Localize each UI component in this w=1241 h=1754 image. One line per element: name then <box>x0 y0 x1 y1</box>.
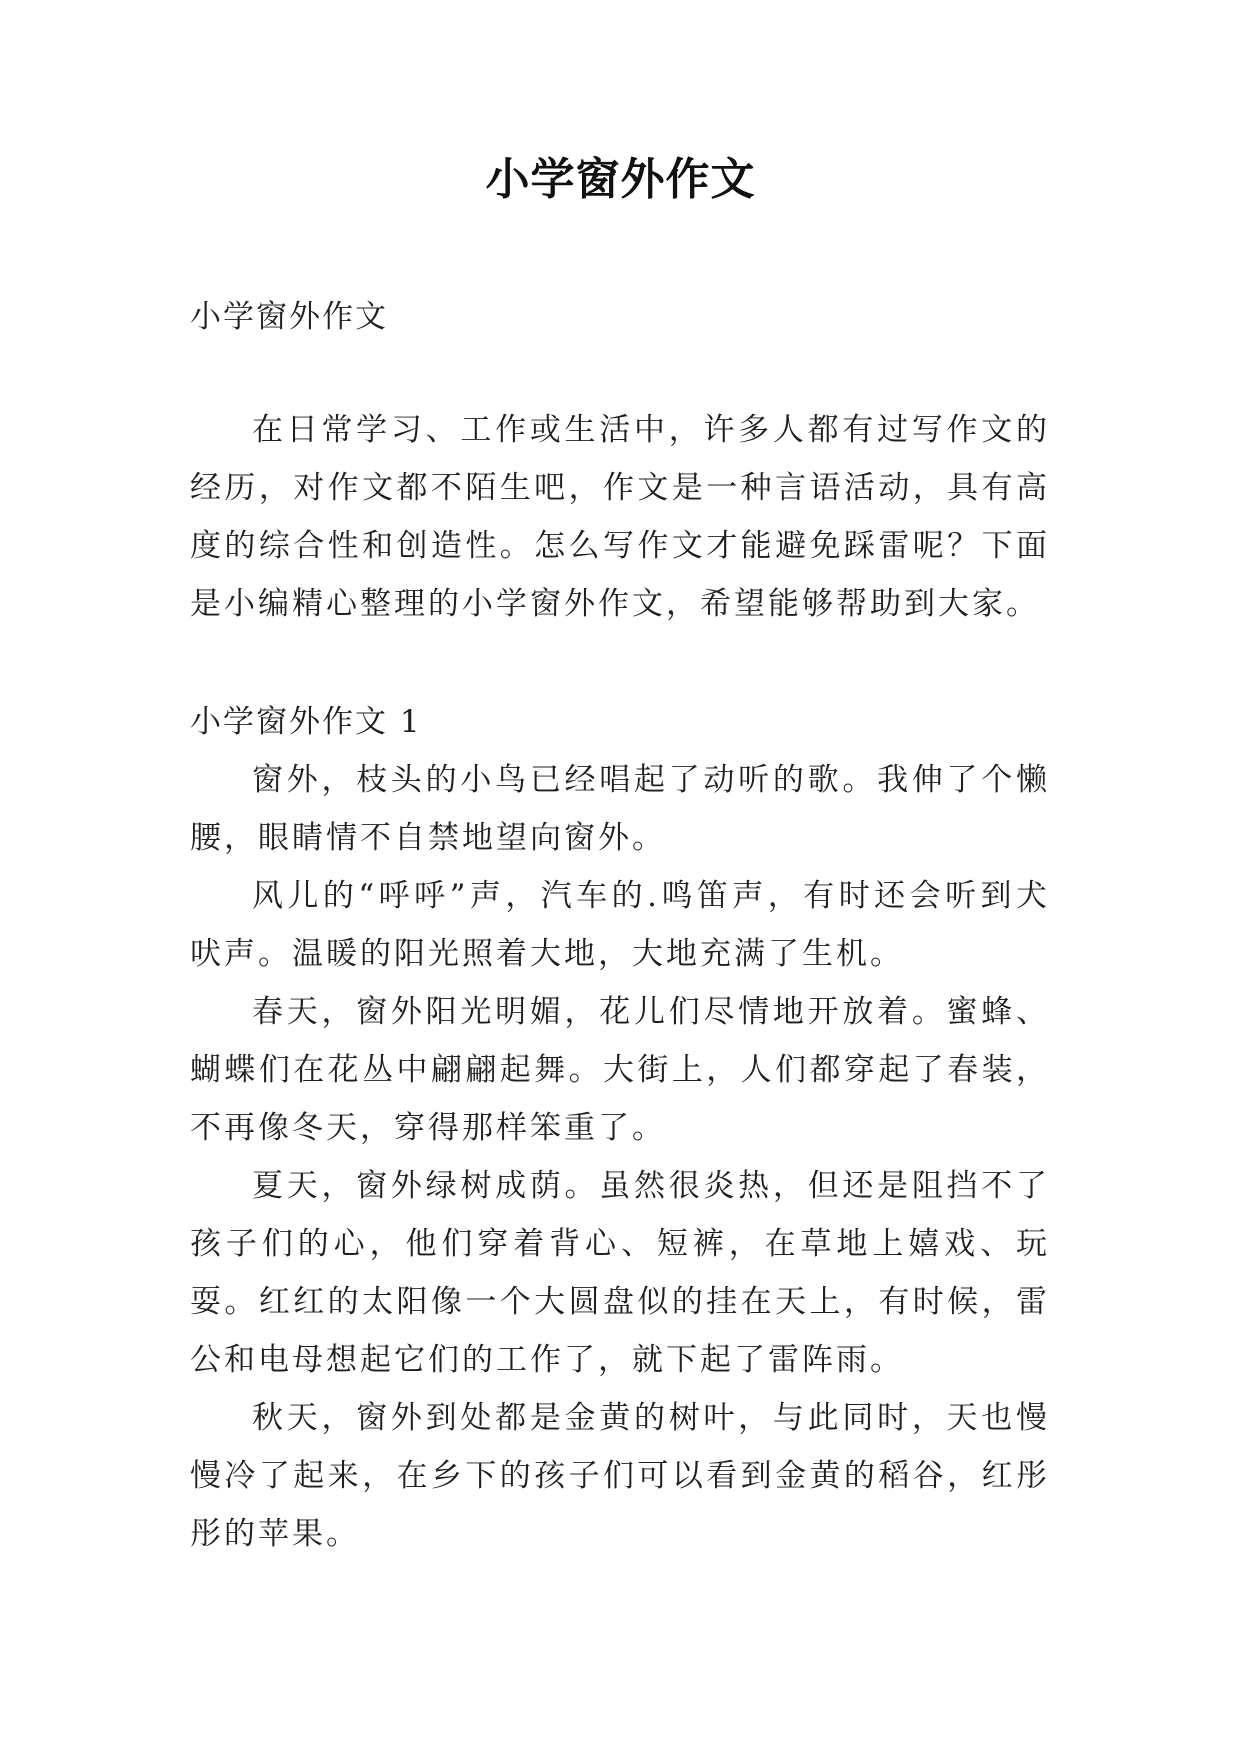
paragraph-autumn: 秋天，窗外到处都是金黄的树叶，与此同时，天也慢慢冷了起来，在乡下的孩子们可以看到金黄的稻谷，红彤彤的苹果。 <box>190 1400 1050 1552</box>
paragraph-spring: 春天，窗外阳光明媚，花儿们尽情地开放着。蜜蜂、蝴蝶们在花丛中翩翩起舞。大街上，人们都穿起了春装，不再像冬天，穿得那样笨重了。 <box>190 994 1050 1146</box>
intro-paragraph: 在日常学习、工作或生活中，许多人都有过写作文的经历，对作文都不陌生吧，作文是一种言语活动，具有高度的综合性和创造性。怎么写作文才能避免踩雷呢？下面是小编精心整理的小学窗外作文，希望能够帮助到大家。 <box>190 412 1050 622</box>
paragraph-birds: 窗外，枝头的小鸟已经唱起了动听的歌。我伸了个懒腰，眼睛情不自禁地望向窗外。 <box>190 762 1050 856</box>
paragraph-sounds: 风儿的“呼呼”声，汽车的.鸣笛声，有时还会听到犬吠声。温暖的阳光照着大地，大地充满了生机。 <box>190 878 1050 972</box>
document-title: 小学窗外作文 <box>485 154 756 205</box>
section-body <box>190 751 1050 1563</box>
section-heading: 小学窗外作文 1 <box>190 704 422 740</box>
paragraph-summer: 夏天，窗外绿树成荫。虽然很炎热，但还是阻挡不了孩子们的心，他们穿着背心、短裤，在草地上嬉戏、玩耍。红红的太阳像一个大圆盘似的挂在天上，有时候，雷公和电母想起它们的工作了，就下起了雷阵雨。 <box>190 1168 1050 1378</box>
document-subtitle: 小学窗外作文 <box>190 299 388 335</box>
